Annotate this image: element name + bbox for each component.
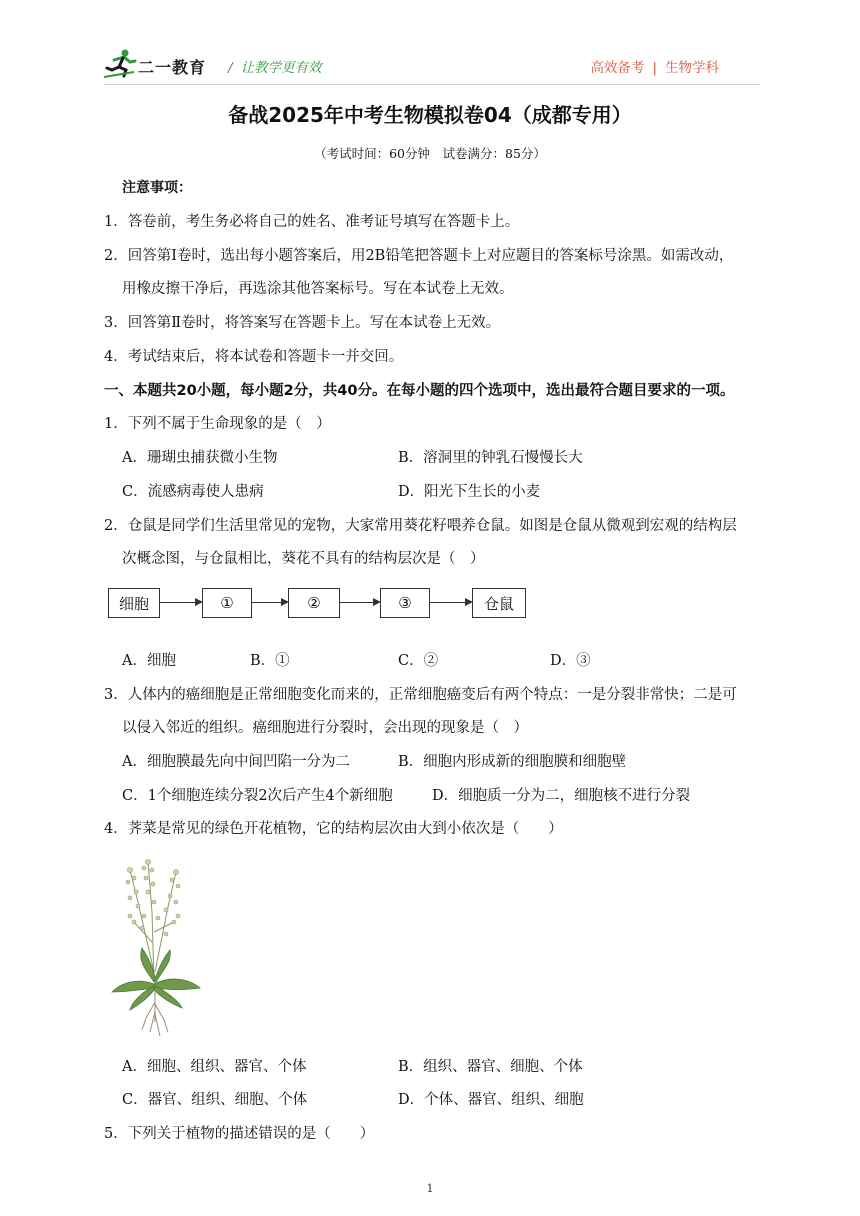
q4-option-a: A．细胞、组织、器官、个体 [122, 1059, 307, 1075]
q2-option-b: B．① [250, 653, 290, 669]
flow-box-hamster: 仓鼠 [472, 588, 526, 618]
page-title: 备战2025年中考生物模拟卷04（成都专用） [228, 103, 632, 127]
q1-option-c: C．流感病毒使人患病 [122, 484, 264, 500]
q1-option-d: D．阳光下生长的小麦 [398, 484, 541, 500]
notice-item-4: 4．考试结束后，将本试卷和答题卡一并交回。 [104, 349, 404, 365]
q3-stem-line2: 以侵入邻近的组织。癌细胞进行分裂时，会出现的现象是（ ） [122, 720, 528, 736]
logo-text: 二一教育 [138, 58, 207, 77]
q2-option-d: D．③ [550, 653, 591, 669]
notice-item-1: 1．答卷前，考生务必将自己的姓名、准考证号填写在答题卡上。 [104, 214, 520, 230]
q3-stem-line1: 3．人体内的癌细胞是正常细胞变化而来的，正常细胞癌变后有两个特点：一是分裂非常快；二是可 [104, 687, 737, 703]
structure-flow-diagram [108, 588, 548, 624]
q3-option-d: D．细胞质一分为二，细胞核不进行分裂 [432, 788, 691, 804]
flow-box-3: ③ [380, 588, 430, 618]
q3-option-c: C．1个细胞连续分裂2次后产生4个新细胞 [122, 788, 393, 804]
flow-box-1: ① [202, 588, 252, 618]
shepherds-purse-plant-image [108, 852, 204, 1038]
notice-item-3: 3．回答第Ⅱ卷时，将答案写在答题卡上。写在本试卷上无效。 [104, 315, 501, 331]
flow-arrow-2 [251, 602, 287, 603]
q1-stem: 1．下列不属于生命现象的是（ ） [104, 416, 331, 432]
runner-logo-icon [104, 48, 138, 78]
tagline-right: 生物学科 [665, 60, 719, 76]
slogan: / 让教学更有效 [228, 60, 322, 76]
q1-option-a: A．珊瑚虫捕获微小生物 [122, 450, 278, 466]
slogan-text: 让教学更有效 [240, 60, 322, 76]
flow-box-cell: 细胞 [108, 588, 160, 618]
header-divider [104, 84, 760, 85]
flow-arrow-1 [159, 602, 201, 603]
q4-option-b: B．组织、器官、细胞、个体 [398, 1059, 583, 1075]
q5-stem: 5．下列关于植物的描述错误的是（ ） [104, 1126, 375, 1142]
header-tagline: 高效备考 | 生物学科 [590, 60, 719, 76]
page-number: 1 [426, 1182, 434, 1195]
section-heading: 一、本题共20小题，每小题2分，共40分。在每小题的四个选项中，选出最符合题目要求的一项。 [104, 383, 735, 399]
q3-option-b: B．细胞内形成新的细胞膜和细胞壁 [398, 754, 627, 770]
tagline-left: 高效备考 [590, 60, 645, 76]
flow-box-2: ② [288, 588, 340, 618]
q3-option-a: A．细胞膜最先向中间凹陷一分为二 [122, 754, 350, 770]
q4-option-d: D．个体、器官、组织、细胞 [398, 1092, 584, 1108]
q1-option-b: B．溶洞里的钟乳石慢慢长大 [398, 450, 583, 466]
q4-option-c: C．器官、组织、细胞、个体 [122, 1092, 308, 1108]
q2-stem-line2: 次概念图，与仓鼠相比，葵花不具有的结构层次是（ ） [122, 551, 485, 567]
q2-stem-line1: 2．仓鼠是同学们生活里常见的宠物，大家常用葵花籽喂养仓鼠。如图是仓鼠从微观到宏观的结构层 [104, 518, 737, 534]
q2-option-c: C．② [398, 653, 439, 669]
logo [104, 48, 344, 82]
flow-arrow-4 [429, 602, 471, 603]
q4-stem: 4．荠菜是常见的绿色开花植物，它的结构层次由大到小依次是（ ） [104, 821, 563, 837]
notice-item-2-cont: 用橡皮擦干净后，再选涂其他答案标号。写在本试卷上无效。 [122, 281, 514, 297]
exam-info: （考试时间：60分钟 试卷满分：85分） [314, 146, 546, 161]
notice-heading: 注意事项： [122, 180, 192, 196]
q2-option-a: A．细胞 [122, 653, 176, 669]
notice-item-2: 2．回答第Ⅰ卷时，选出每小题答案后，用2B铅笔把答题卡上对应题目的答案标号涂黑。如需改动， [104, 248, 734, 264]
flow-arrow-3 [339, 602, 379, 603]
